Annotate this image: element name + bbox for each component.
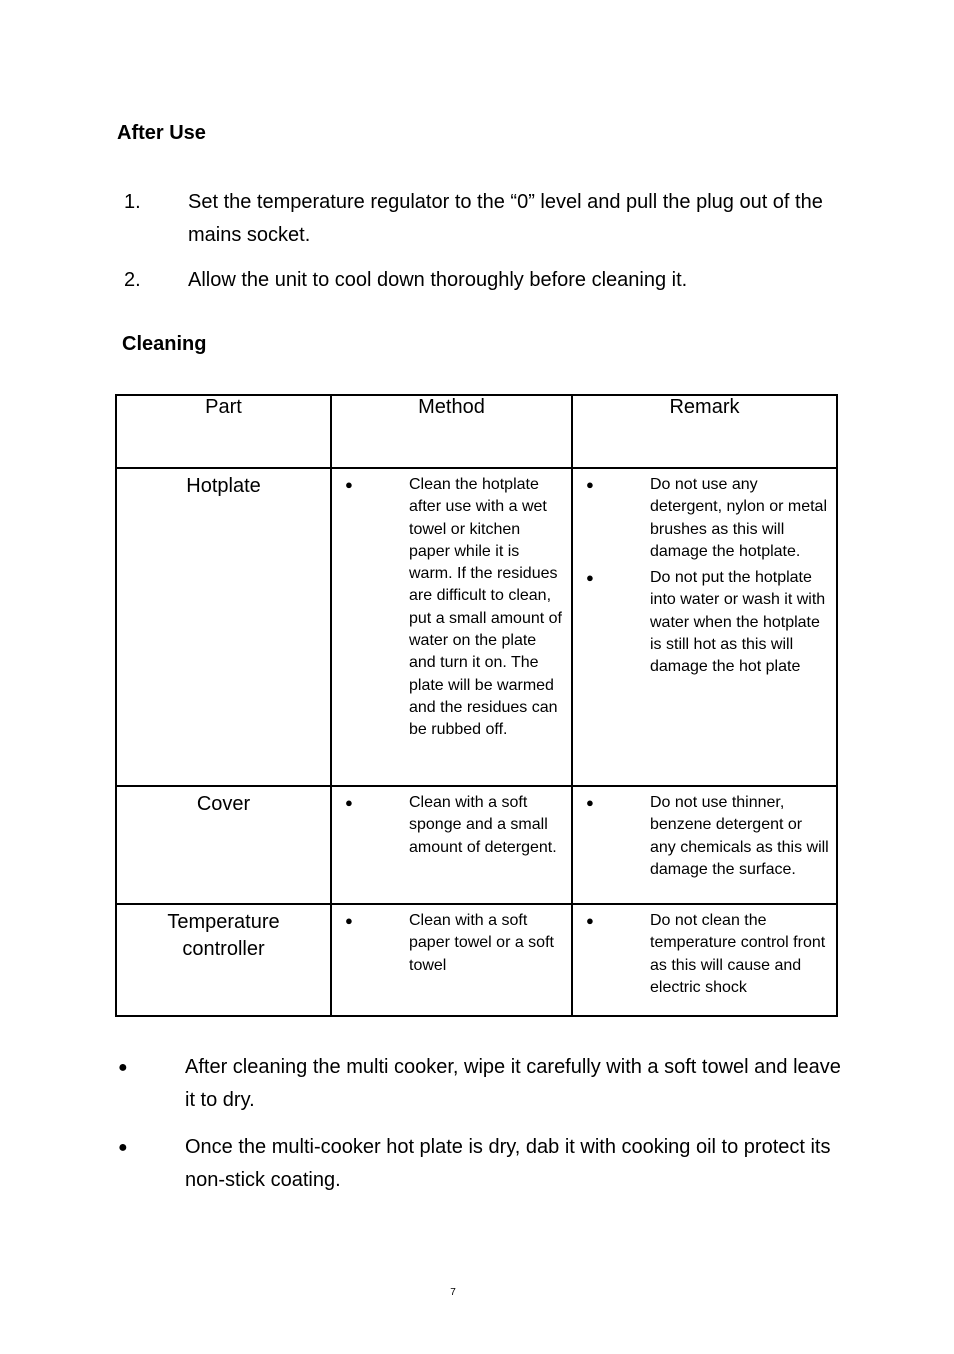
- remark-bullet: ● Do not use thinner, benzene detergent or any chemicals as this will damage the surface.: [573, 792, 836, 881]
- cleaning-table: [115, 394, 838, 1017]
- remark-bullet: ● Do not put the hotplate into water or wash it with water when the hotplate is still hot as this will damage the hot plate: [573, 567, 836, 678]
- method-cell: [331, 786, 572, 904]
- part-cell: Hotplate: [116, 468, 331, 786]
- remark-bullet: ● Do not use any detergent, nylon or metal brushes as this will damage the hotplate.: [573, 474, 836, 563]
- remark-bullet: ● Do not clean the temperature control front as this will cause and electric shock: [573, 910, 836, 999]
- bullet-icon: ●: [118, 1059, 128, 1076]
- step-number: 2.: [124, 269, 141, 291]
- part-cell: Cover: [116, 786, 331, 904]
- step-item: [124, 264, 834, 300]
- step-item: [124, 186, 834, 256]
- remark-cell: [572, 786, 837, 904]
- method-cell: [331, 468, 572, 786]
- note-item: [118, 1131, 838, 1201]
- method-cell: [331, 904, 572, 1016]
- cleaning-heading: Cleaning: [122, 333, 207, 355]
- remark-cell: [572, 468, 837, 786]
- note-text: Once the multi-cooker hot plate is dry, dab it with cooking oil to protect its non-stick coating.: [185, 1136, 831, 1191]
- bullet-icon: ●: [118, 1139, 128, 1156]
- method-bullet: ● Clean with a soft paper towel or a soft towel: [332, 910, 571, 977]
- page-number: 7: [450, 1287, 456, 1298]
- step-number: 1.: [124, 191, 141, 213]
- method-bullet: ● Clean the hotplate after use with a wet towel or kitchen paper while it is warm. If the residues are difficult to clean, put a small amount of water on the plate and turn it on. The plate will be warmed and the residues can be rubbed off.: [332, 474, 571, 742]
- table-header-row: [116, 395, 837, 468]
- note-item: [118, 1051, 841, 1121]
- after-use-heading: After Use: [117, 122, 206, 144]
- table-row: [116, 468, 837, 786]
- part-cell: Temperature controller: [116, 904, 331, 1016]
- header-remark: Remark: [572, 395, 837, 468]
- step-text: Set the temperature regulator to the “0” level and pull the plug out of the mains socket.: [188, 191, 823, 246]
- header-method: Method: [331, 395, 572, 468]
- note-text: After cleaning the multi cooker, wipe it carefully with a soft towel and leave it to dry.: [185, 1056, 841, 1111]
- header-part: Part: [116, 395, 331, 468]
- table-row: [116, 904, 837, 1016]
- table-row: [116, 786, 837, 904]
- step-text: Allow the unit to cool down thoroughly before cleaning it.: [188, 269, 688, 291]
- remark-cell: [572, 904, 837, 1016]
- method-bullet: ● Clean with a soft sponge and a small amount of detergent.: [332, 792, 571, 859]
